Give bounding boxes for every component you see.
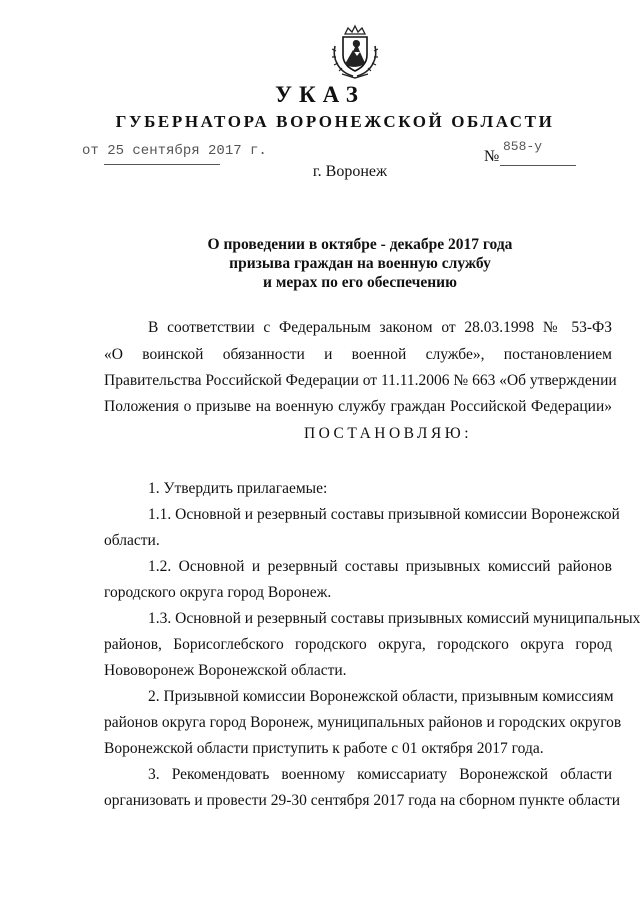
number-sign: № xyxy=(484,148,500,165)
document-subject xyxy=(0,235,640,292)
document-city: г. Воронеж xyxy=(312,163,388,180)
item-line: районов округа город Воронеж, муниципальных районов и городских округов xyxy=(104,714,622,731)
document-date: от 25 сентября 2017 г. xyxy=(82,143,267,159)
document-number: 858-у xyxy=(503,139,543,154)
item-line: Нововоронеж Воронежской области. xyxy=(104,662,347,679)
preamble-line: В соответствии с Федеральным законом от 28.03.1998 № 53-ФЗ xyxy=(148,319,612,336)
item-line: 1. Утвердить прилагаемые: xyxy=(148,480,328,497)
item-line: 1.1. Основной и резервный составы призывной комиссии Воронежской xyxy=(148,506,620,523)
item-line: организовать и провести 29-30 сентября 2017 года на сборном пункте области xyxy=(104,792,621,809)
item-line: городского округа город Воронеж. xyxy=(104,584,332,601)
coat-of-arms-emblem xyxy=(326,24,384,82)
item-line: области. xyxy=(104,532,160,549)
item-line: 2. Призывной комиссии Воронежской области, призывным комиссиям xyxy=(148,688,614,705)
subject-line: О проведении в октябре - декабре 2017 года xyxy=(207,236,513,253)
preamble-line: Правительства Российской Федерации от 11.11.2006 № 663 «Об утверждении xyxy=(104,372,617,389)
item-line: 3. Рекомендовать военному комиссариату Воронежской области xyxy=(148,766,612,783)
item-line: 1.3. Основной и резервный составы призывных комиссий муниципальных xyxy=(148,610,640,627)
item-line: Воронежской области приступить к работе с 01 октября 2017 года. xyxy=(104,740,544,757)
document-title: УКАЗ xyxy=(275,82,365,107)
item-line: 1.2. Основной и резервный составы призывных комиссий районов xyxy=(148,558,612,575)
item-line: районов, Борисоглебского городского округа, городского округа город xyxy=(104,636,612,653)
document-subtitle: ГУБЕРНАТОРА ВОРОНЕЖСКОЙ ОБЛАСТИ xyxy=(115,112,555,131)
decree-word: ПОСТАНОВЛЯЮ: xyxy=(303,425,473,442)
preamble-line: «О воинской обязанности и военной службе», постановлением xyxy=(104,346,612,363)
subject-line: и мерах по его обеспечению xyxy=(263,274,457,291)
preamble-line: Положения о призыве на военную службу граждан Российской Федерации» xyxy=(104,398,612,415)
subject-line: призыва граждан на военную службу xyxy=(229,255,491,272)
